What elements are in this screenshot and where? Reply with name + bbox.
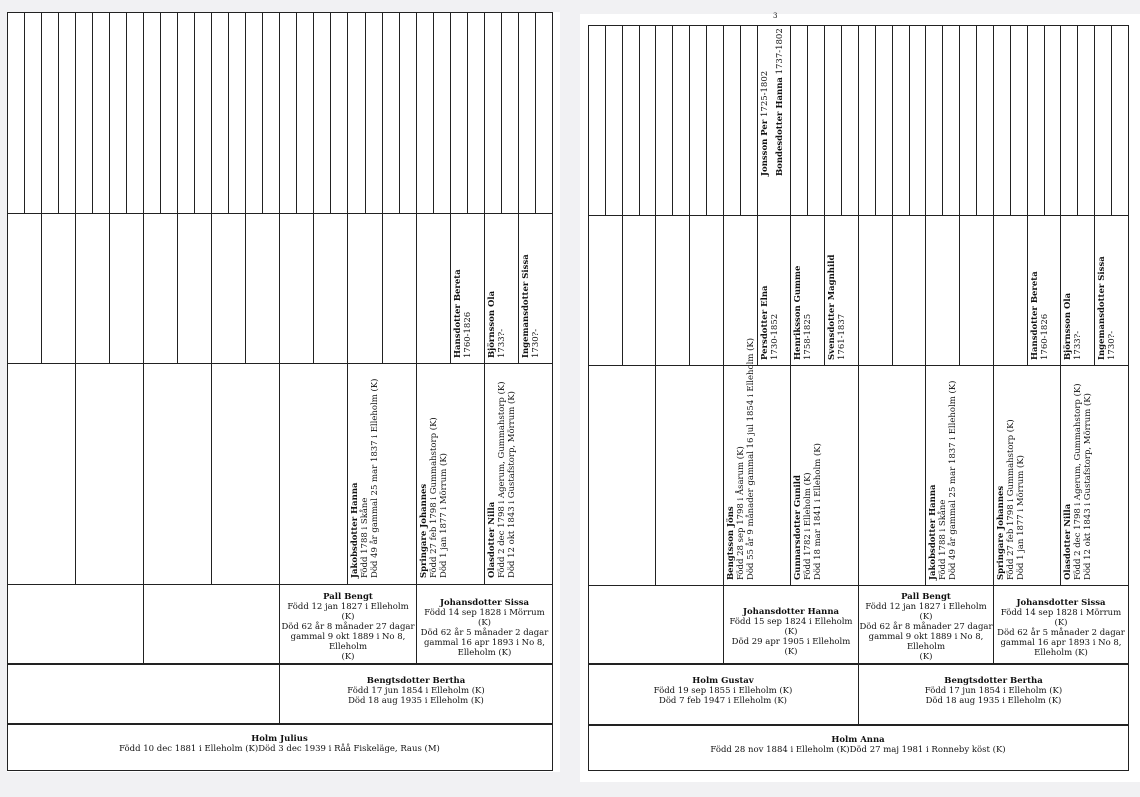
person-gen4: Jakobsdotter Hanna Född 1788 i Skåne Död 49 år gammal 25 mar 1837 i Elleholm (K) xyxy=(928,380,958,580)
person-gen3-mother: Johansdotter Sissa Född 14 sep 1828 i Mörrum (K) Död 62 år 5 månader 2 dagar gammal 16 apr 1893 i No 8, Elleholm (K) xyxy=(997,598,1125,658)
person-gen6: Bondesdotter Hanna 1737-1802 xyxy=(775,28,785,176)
person-gen6: Jonsson Per 1725-1802 xyxy=(760,70,770,176)
person-gen1 xyxy=(7,734,552,754)
person-gen3-father: Pall Bengt Född 12 jan 1827 i Elleholm (K) Död 62 år 8 månader 27 dagar gammal 9 okt 1889 i No 8, Elleholm (K) xyxy=(281,592,415,662)
left-page xyxy=(7,12,560,772)
person-gen3-mother: Johansdotter Sissa Född 14 sep 1828 i Mörrum (K) Död 62 år 5 månader 2 dagar gammal 16 apr 1893 i No 8, Elleholm (K) xyxy=(420,598,549,658)
person-gen4: Olasdotter Nilla Född 2 dec 1798 i Agerum, Gummahstorp (K) Död 12 okt 1843 i Gustafstorp, Mörrum (K) xyxy=(1063,383,1093,580)
person-gen2-mother: Bengtsdotter Bertha Född 17 jun 1854 i Elleholm (K) Död 18 aug 1935 i Elleholm (K) xyxy=(280,676,552,706)
person-gen4: Bengtsson Jöns Född 28 sep 1798 i Åsarum (K) Död 55 år 9 månader gammal 16 jul 1854 i Elleholm (K) xyxy=(726,337,756,580)
person-gen4: Olasdotter Nilla Född 2 dec 1798 i Agerum, Gummahstorp (K) Död 12 okt 1843 i Gustafstorp, Mörrum (K) xyxy=(487,381,517,578)
person-gen5: Ingemansdotter Sissa 1730?- xyxy=(521,254,541,358)
person-gen3-father: Pall Bengt Född 12 jan 1827 i Elleholm (K) Död 62 år 8 månader 27 dagar gammal 9 okt 1889 i No 8, Elleholm (K) xyxy=(859,592,993,662)
person-gen2-mother: Bengtsdotter Bertha Född 17 jun 1854 i Elleholm (K) Död 18 aug 1935 i Elleholm (K) xyxy=(924,676,1063,706)
person-name: Bengtsdotter Bertha xyxy=(366,676,466,686)
person-gen4: Springare Johannes Född 27 feb 1798 i Gummahstorp (K) Död 1 jan 1877 i Mörrum (K) xyxy=(419,417,449,578)
person-gen4: Gunnarsdotter Gunild Född 1782 i Elleholm (K) Död 18 mar 1841 i Elleholm (K) xyxy=(793,443,823,580)
right-page xyxy=(580,14,1140,782)
person-gen5: Hansdotter Bereta 1760-1826 xyxy=(453,269,473,358)
person-gen5: Hansdotter Bereta 1760-1826 xyxy=(1030,271,1050,360)
person-gen5: Björnsson Ola 1733?- xyxy=(1063,292,1083,360)
person-gen4: Jakobsdotter Hanna Född 1788 i Skåne Död 49 år gammal 25 mar 1837 i Elleholm (K) xyxy=(350,378,380,578)
person-dates: Född 10 dec 1881 i Elleholm (K)Död 3 dec 1939 i Råå Fiskeläge, Raus (M) xyxy=(119,744,440,754)
person-gen5: Persdotter Elna 1730-1852 xyxy=(760,285,780,360)
person-gen5: Björnsson Ola 1733?- xyxy=(487,290,507,358)
person-gen5: Henriksson Gumme 1758-1825 xyxy=(793,265,813,360)
page-mark: 3 xyxy=(773,12,778,20)
person-gen4: Springare Johannes Född 27 feb 1798 i Gummahstorp (K) Död 1 jan 1877 i Mörrum (K) xyxy=(996,419,1026,580)
person-gen2-father: Holm Gustav Född 19 sep 1855 i Elleholm (K) Död 7 feb 1947 i Elleholm (K) xyxy=(653,676,793,706)
person-gen3-fm: Johansdotter Hanna Född 15 sep 1824 i Elleholm (K) Död 29 apr 1905 i Elleholm (K) xyxy=(729,607,853,657)
person-gen5: Ingemansdotter Sissa 1730?- xyxy=(1097,256,1117,360)
person-gen1: Holm Anna Född 28 nov 1884 i Elleholm (K)Död 27 maj 1981 i Ronneby köst (K) xyxy=(710,735,1006,755)
person-name: Holm Julius xyxy=(251,734,308,744)
person-gen5: Svensdotter Magnhild 1761-1837 xyxy=(827,254,847,360)
